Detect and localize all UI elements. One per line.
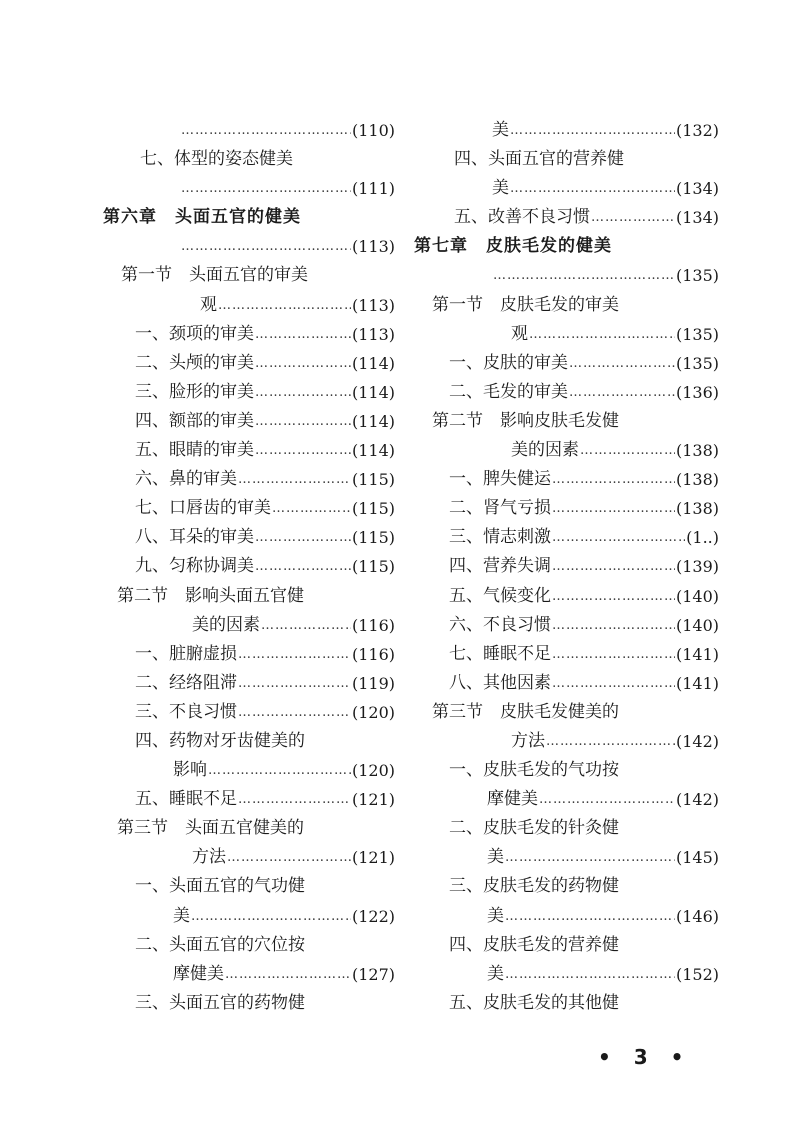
toc-entry-title: 七、口唇齿的审美 <box>135 498 271 519</box>
toc-entry <box>414 902 719 931</box>
toc-page-number: (127) <box>351 964 395 984</box>
toc-entry-title: 二、皮肤毛发的针灸健 <box>449 818 619 839</box>
dot-leader <box>546 727 675 756</box>
toc-entry-title: 第三节 头面五官健美的 <box>117 818 304 839</box>
toc-entry-title: 一、脾失健运 <box>449 469 551 490</box>
toc-entry <box>95 523 395 552</box>
toc-page-number: (115) <box>351 470 395 490</box>
toc-page-number: (119) <box>351 673 395 693</box>
toc-page-number: (136) <box>675 382 719 402</box>
toc-entry <box>414 203 719 232</box>
toc-entry <box>414 582 719 611</box>
toc-entry-title: 二、经络阻滞 <box>135 672 237 693</box>
toc-entry-title: 第一节 头面五官的审美 <box>121 265 308 286</box>
toc-page-number: (152) <box>675 964 719 984</box>
toc-entry-title: 一、颈项的审美 <box>135 323 254 344</box>
toc-entry-title: 第三节 皮肤毛发健美的 <box>432 701 619 722</box>
toc-entry-title: 一、皮肤的审美 <box>449 352 568 373</box>
toc-entry-title: 五、睡眠不足 <box>135 789 237 810</box>
toc-entry <box>95 872 395 901</box>
dot-leader <box>539 785 675 814</box>
toc-entry-title: 九、匀称协调美 <box>135 556 254 577</box>
toc-entry <box>95 669 395 698</box>
dot-leader <box>580 436 675 465</box>
toc-right-column <box>414 116 719 1018</box>
dot-leader <box>493 261 675 290</box>
toc-entry <box>414 523 719 552</box>
toc-entry-title: 美 <box>173 905 190 926</box>
toc-entry-title: 美 <box>487 963 504 984</box>
toc-entry <box>414 320 719 349</box>
toc-entry-title: 观 <box>511 323 528 344</box>
toc-entry <box>95 407 395 436</box>
toc-page-number: (142) <box>675 731 719 751</box>
toc-entry-title: 八、其他因素 <box>449 672 551 693</box>
toc-entry-title: 六、不良习惯 <box>449 614 551 635</box>
dot-leader <box>510 174 675 203</box>
toc-entry <box>414 989 719 1018</box>
toc-entry-title: 一、脏腑虚损 <box>135 643 237 664</box>
toc-page-number: (114) <box>351 441 395 461</box>
dot-leader <box>569 349 675 378</box>
toc-page-number: (139) <box>675 557 719 577</box>
toc-page-number: (115) <box>351 557 395 577</box>
toc-page-number: (135) <box>675 353 719 373</box>
toc-entry-title: 四、头面五官的营养健 <box>454 149 624 170</box>
toc-chapter-heading <box>414 232 719 261</box>
toc-entry-title: 一、头面五官的气功健 <box>135 876 305 897</box>
toc-entry-title: 七、睡眠不足 <box>449 643 551 664</box>
dot-leader <box>591 203 675 232</box>
toc-page-number: (1..) <box>686 528 719 548</box>
dot-leader <box>552 465 675 494</box>
dot-leader <box>181 116 351 145</box>
toc-entry-title: 二、头面五官的穴位按 <box>135 934 305 955</box>
toc-entry-title: 二、肾气亏损 <box>449 498 551 519</box>
toc-entry <box>95 989 395 1018</box>
toc-entry-title: 第二节 影响头面五官健 <box>117 585 304 606</box>
dot-leader <box>255 320 351 349</box>
dot-leader <box>569 378 675 407</box>
dot-leader <box>552 669 675 698</box>
toc-entry <box>95 727 395 756</box>
toc-entry <box>414 785 719 814</box>
toc-page-number: (135) <box>675 324 719 344</box>
dot-leader <box>510 116 675 145</box>
dot-leader <box>255 436 351 465</box>
dot-leader <box>552 582 675 611</box>
toc-page-number: (142) <box>675 790 719 810</box>
toc-entry-title: 第七章 皮肤毛发的健美 <box>414 236 612 257</box>
toc-entry <box>414 552 719 581</box>
toc-entry-title: 六、鼻的审美 <box>135 469 237 490</box>
dot-leader <box>272 494 351 523</box>
dot-leader <box>552 552 675 581</box>
toc-page-number: (121) <box>351 848 395 868</box>
dot-leader <box>505 902 675 931</box>
toc-entry <box>95 756 395 785</box>
toc-page-number: (115) <box>351 528 395 548</box>
toc-entry <box>414 261 719 290</box>
toc-entry-title: 四、额部的审美 <box>135 410 254 431</box>
toc-entry <box>414 669 719 698</box>
dot-leader <box>238 465 351 494</box>
toc-page-number: (114) <box>351 382 395 402</box>
toc-entry-title: 影响 <box>173 760 207 781</box>
toc-entry-title: 三、情志刺激 <box>449 527 551 548</box>
toc-page-number: (111) <box>351 179 395 199</box>
dot-leader <box>552 611 675 640</box>
toc-entry <box>95 494 395 523</box>
toc-entry-title: 美的因素 <box>511 440 579 461</box>
toc-entry <box>95 261 395 290</box>
toc-page-number: (121) <box>351 790 395 810</box>
toc-entry-title: 美的因素 <box>192 614 260 635</box>
toc-entry-title: 美 <box>492 120 509 140</box>
toc-page-number: (113) <box>351 295 395 315</box>
toc-entry <box>414 814 719 843</box>
toc-page-number: (135) <box>675 266 719 286</box>
toc-page-number: (110) <box>351 121 395 140</box>
toc-entry-title: 三、头面五官的药物健 <box>135 992 305 1013</box>
toc-page-number: (114) <box>351 353 395 373</box>
dot-leader <box>181 174 351 203</box>
toc-entry <box>414 756 719 785</box>
toc-entry-title: 四、皮肤毛发的营养健 <box>449 934 619 955</box>
toc-entry-title: 美 <box>487 905 504 926</box>
toc-page-number: (138) <box>675 499 719 519</box>
toc-page-number: (138) <box>675 441 719 461</box>
dot-leader <box>238 785 351 814</box>
toc-page-number: (146) <box>675 906 719 926</box>
toc-entry-title: 美 <box>492 178 509 199</box>
toc-entry <box>414 931 719 960</box>
page-number: • 3 • <box>598 1045 692 1069</box>
dot-leader <box>225 960 351 989</box>
dot-leader <box>181 232 351 261</box>
toc-chapter-heading <box>95 203 395 232</box>
toc-entry <box>414 174 719 203</box>
toc-page-number: (138) <box>675 470 719 490</box>
toc-entry-title: 第一节 皮肤毛发的审美 <box>432 294 619 315</box>
toc-entry <box>95 931 395 960</box>
toc-entry-title: 摩健美 <box>173 963 224 984</box>
toc-entry <box>414 465 719 494</box>
toc-entry-title: 三、不良习惯 <box>135 701 237 722</box>
toc-entry <box>95 465 395 494</box>
dot-leader <box>208 756 351 785</box>
toc-page-number: (140) <box>675 615 719 635</box>
toc-entry <box>414 494 719 523</box>
dot-leader <box>529 320 675 349</box>
toc-entry-title: 五、眼睛的审美 <box>135 440 254 461</box>
toc-page-number: (132) <box>675 121 719 140</box>
toc-page-number: (116) <box>351 615 395 635</box>
toc-entry <box>95 814 395 843</box>
dot-leader <box>255 523 351 552</box>
toc-entry <box>95 436 395 465</box>
toc-entry <box>95 291 395 320</box>
toc-entry <box>95 320 395 349</box>
toc-entry <box>95 785 395 814</box>
dot-leader <box>505 843 675 872</box>
dot-leader <box>218 291 351 320</box>
toc-entry-title: 方法 <box>192 847 226 868</box>
toc-page-number: (134) <box>675 208 719 228</box>
toc-page-number: (120) <box>351 702 395 722</box>
dot-leader <box>552 494 675 523</box>
toc-entry <box>95 174 395 203</box>
toc-page-number: (140) <box>675 586 719 606</box>
toc-page-number: (115) <box>351 499 395 519</box>
dot-leader <box>552 640 675 669</box>
toc-entry <box>95 116 395 145</box>
toc-page-number: (122) <box>351 906 395 926</box>
toc-entry <box>95 843 395 872</box>
toc-entry <box>414 145 719 174</box>
dot-leader <box>505 960 675 989</box>
toc-entry-title: 五、改善不良习惯 <box>454 207 590 228</box>
dot-leader <box>238 640 351 669</box>
toc-entry <box>414 843 719 872</box>
toc-entry-title: 五、气候变化 <box>449 585 551 606</box>
toc-entry-title: 二、毛发的审美 <box>449 381 568 402</box>
toc-entry-title: 四、营养失调 <box>449 556 551 577</box>
toc-entry <box>414 640 719 669</box>
toc-entry <box>95 232 395 261</box>
toc-page-number: (113) <box>351 237 395 257</box>
toc-entry-title: 八、耳朵的审美 <box>135 527 254 548</box>
toc-entry-title: 五、皮肤毛发的其他健 <box>449 992 619 1013</box>
toc-entry <box>414 436 719 465</box>
toc-entry <box>414 611 719 640</box>
toc-entry-title: 第二节 影响皮肤毛发健 <box>432 410 619 431</box>
toc-entry <box>414 407 719 436</box>
toc-entry <box>414 872 719 901</box>
dot-leader <box>255 407 351 436</box>
toc-entry <box>414 698 719 727</box>
dot-leader <box>255 349 351 378</box>
dot-leader <box>261 611 351 640</box>
dot-leader <box>255 378 351 407</box>
toc-entry <box>414 960 719 989</box>
toc-entry <box>414 116 719 145</box>
toc-entry <box>414 378 719 407</box>
toc-entry-title: 七、体型的姿态健美 <box>140 149 293 170</box>
toc-page-number: (141) <box>675 644 719 664</box>
toc-page-number: (120) <box>351 761 395 781</box>
toc-entry <box>414 291 719 320</box>
toc-entry <box>95 145 395 174</box>
toc-entry-title: 美 <box>487 847 504 868</box>
dot-leader <box>227 843 351 872</box>
toc-entry <box>95 552 395 581</box>
dot-leader <box>255 552 351 581</box>
toc-entry <box>414 727 719 756</box>
toc-entry-title: 二、头颅的审美 <box>135 352 254 373</box>
toc-page-number: (145) <box>675 848 719 868</box>
toc-entry <box>95 349 395 378</box>
toc-page-number: (141) <box>675 673 719 693</box>
toc-entry-title: 第六章 头面五官的健美 <box>103 207 301 228</box>
toc-page-number: (114) <box>351 411 395 431</box>
toc-entry-title: 四、药物对牙齿健美的 <box>135 730 305 751</box>
toc-entry <box>95 902 395 931</box>
toc-entry-title: 三、皮肤毛发的药物健 <box>449 876 619 897</box>
toc-entry <box>95 698 395 727</box>
toc-entry-title: 一、皮肤毛发的气功按 <box>449 760 619 781</box>
toc-entry-title: 摩健美 <box>487 789 538 810</box>
toc-entry <box>95 611 395 640</box>
toc-entry-title: 方法 <box>511 730 545 751</box>
toc-left-column <box>95 116 395 1018</box>
toc-entry-title: 三、脸形的审美 <box>135 381 254 402</box>
toc-entry <box>95 960 395 989</box>
toc-page-number: (113) <box>351 324 395 344</box>
toc-entry <box>95 378 395 407</box>
dot-leader <box>191 902 351 931</box>
toc-entry <box>95 582 395 611</box>
dot-leader <box>238 698 351 727</box>
toc-entry-title: 观 <box>200 294 217 315</box>
toc-entry <box>414 349 719 378</box>
toc-page-number: (116) <box>351 644 395 664</box>
dot-leader <box>238 669 351 698</box>
toc-entry <box>95 640 395 669</box>
toc-page-number: (134) <box>675 179 719 199</box>
dot-leader <box>552 523 685 552</box>
